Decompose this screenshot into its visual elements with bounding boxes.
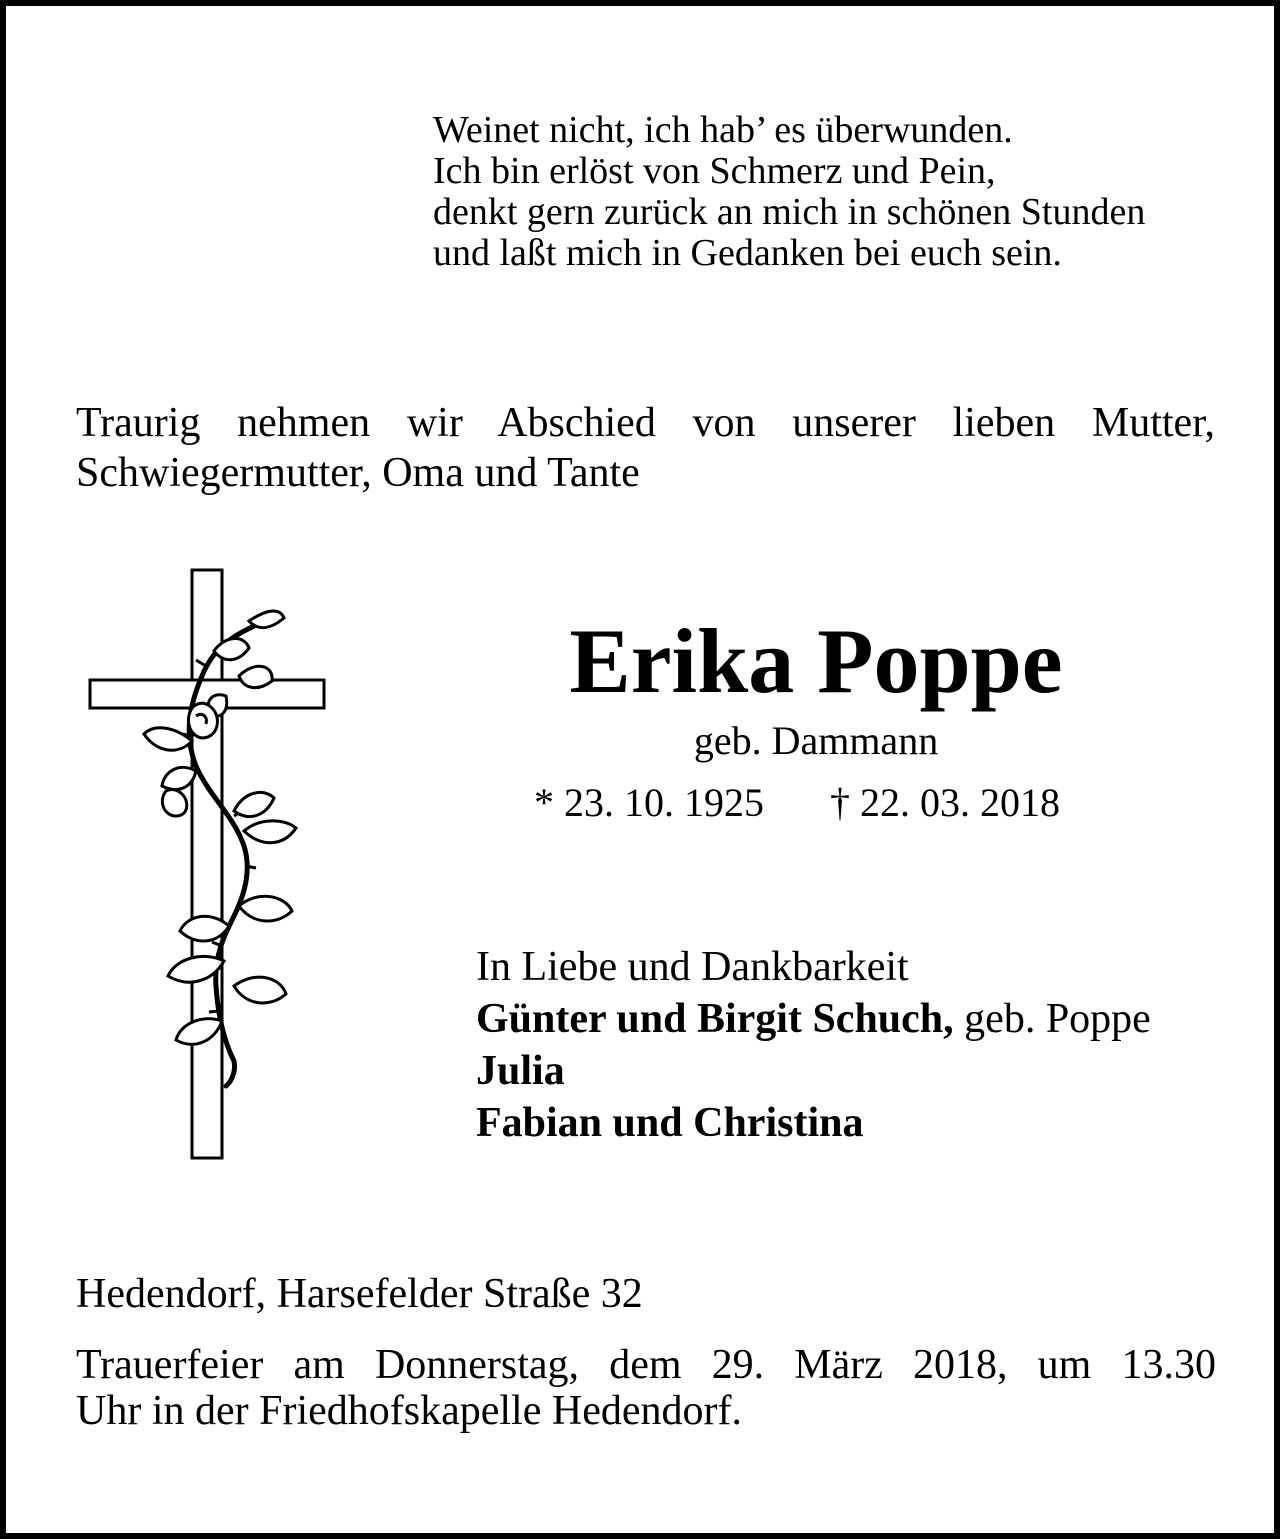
poem-line: denkt gern zurück an mich in schönen Stunden bbox=[433, 191, 1146, 233]
mourners-heading: In Liebe und Dankbarkeit bbox=[476, 944, 909, 990]
maiden-name: geb. Dammann bbox=[693, 718, 939, 763]
farewell-intro-line: Traurig nehmen wir Abschied von unserer lieben Mutter, bbox=[76, 400, 1215, 446]
death-date: † 22. 03. 2018 bbox=[830, 780, 1060, 825]
farewell-intro bbox=[76, 398, 1215, 498]
farewell-intro-line: Schwiegermutter, Oma und Tante bbox=[76, 450, 640, 496]
poem bbox=[433, 110, 1145, 274]
cross-with-rose-icon bbox=[84, 566, 334, 1166]
address: Hedendorf, Harsefelder Straße 32 bbox=[76, 1271, 643, 1317]
funeral-service-info bbox=[76, 1342, 1216, 1434]
deceased-name: Erika Poppe bbox=[569, 610, 1063, 712]
birth-date: * 23. 10. 1925 bbox=[534, 780, 764, 825]
mourner-names: Günter und Birgit Schuch, bbox=[476, 996, 954, 1042]
poem-line: Ich bin erlöst von Schmerz und Pein, bbox=[433, 150, 996, 192]
service-line: Uhr in der Friedhofskapelle Hedendorf. bbox=[76, 1388, 742, 1434]
mourner-line bbox=[476, 993, 1151, 1045]
life-dates bbox=[534, 776, 1060, 830]
mourner-maiden-note: geb. Poppe bbox=[953, 996, 1151, 1042]
poem-line: und laßt mich in Gedanken bei euch sein. bbox=[433, 232, 1062, 274]
poem-line: Weinet nicht, ich hab’ es überwunden. bbox=[433, 109, 1013, 151]
mourner-line: Julia bbox=[476, 1048, 565, 1094]
service-line: Trauerfeier am Donnerstag, dem 29. März 2018, um 13.30 bbox=[76, 1342, 1216, 1388]
mourners-block bbox=[476, 941, 1151, 1149]
mourner-line: Fabian und Christina bbox=[476, 1100, 864, 1146]
